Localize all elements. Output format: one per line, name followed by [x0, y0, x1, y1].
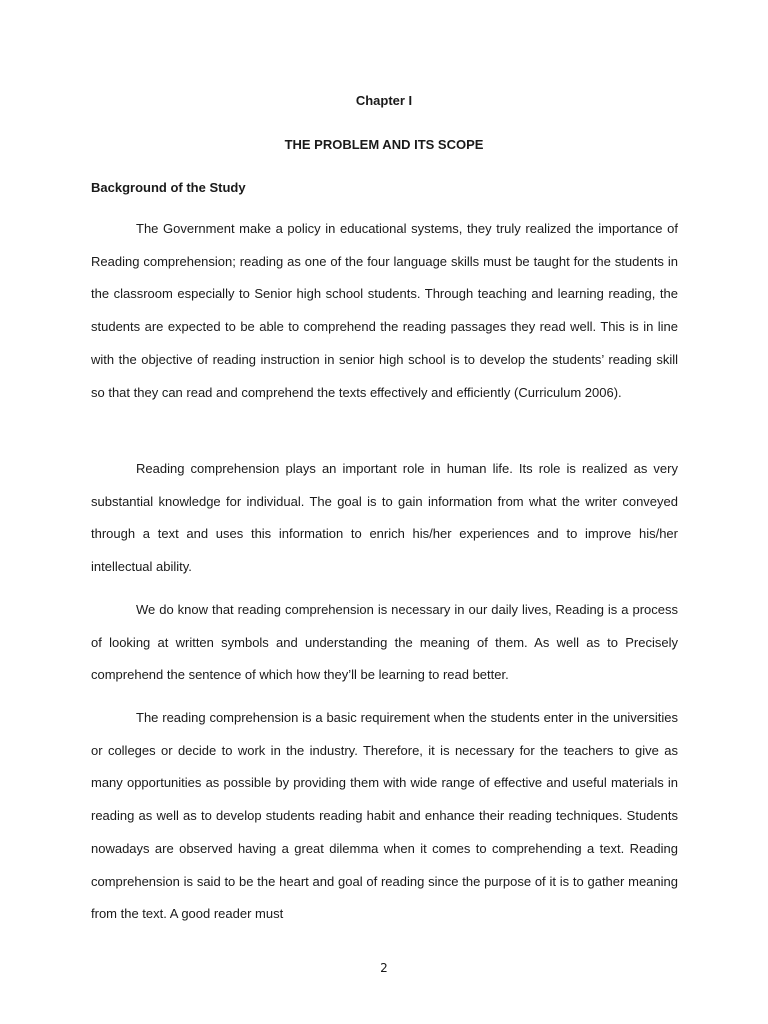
paragraph-text: The reading comprehension is a basic requirement when the students enter in the universities or colleges or decide to work in the industry. Therefore, it is necessary for the teachers to give as many opportunities as possible by providing them with wide range of effective and useful materials in reading as well as to develop students reading habit and enhance their reading techniques. Students nowadays are observed having a great dilemma when it comes to comprehending a text. Reading comprehension is said to be the heart and goal of reading since the purpose of it is to gather meaning from the text. A good reader must [91, 710, 678, 922]
body-paragraph-4 [91, 702, 678, 931]
paragraph-text: We do know that reading comprehension is necessary in our daily lives, Reading is a process of looking at written symbols and understanding the meaning of them. As well as to Precisely comprehend the sentence of which how they’ll be learning to read better. [91, 602, 678, 683]
body-paragraph-1 [91, 213, 678, 409]
paragraph-text: The Government make a policy in educational systems, they truly realized the importance of Reading comprehension; reading as one of the four language skills must be taught for the students in the classroom especially to Senior high school students. Through teaching and learning reading, the students are expected to be able to comprehend the reading passages they read well. This is in line with the objective of reading instruction in senior high school is to develop the students’ reading skill so that they can read and comprehend the texts effectively and efficiently (Curriculum 2006). [91, 221, 678, 400]
body-paragraph-3 [91, 594, 678, 692]
paragraph-text: Reading comprehension plays an important role in human life. Its role is realized as very substantial knowledge for individual. The goal is to gain information from what the writer conveyed through a text and uses this information to enrich his/her experiences and to improve his/her intellectual ability. [91, 461, 678, 575]
page-number: 2 [380, 961, 388, 975]
section-heading: Background of the Study [91, 180, 246, 195]
chapter-title: THE PROBLEM AND ITS SCOPE [284, 137, 484, 152]
chapter-label: Chapter I [355, 93, 413, 108]
body-paragraph-2 [91, 453, 678, 584]
